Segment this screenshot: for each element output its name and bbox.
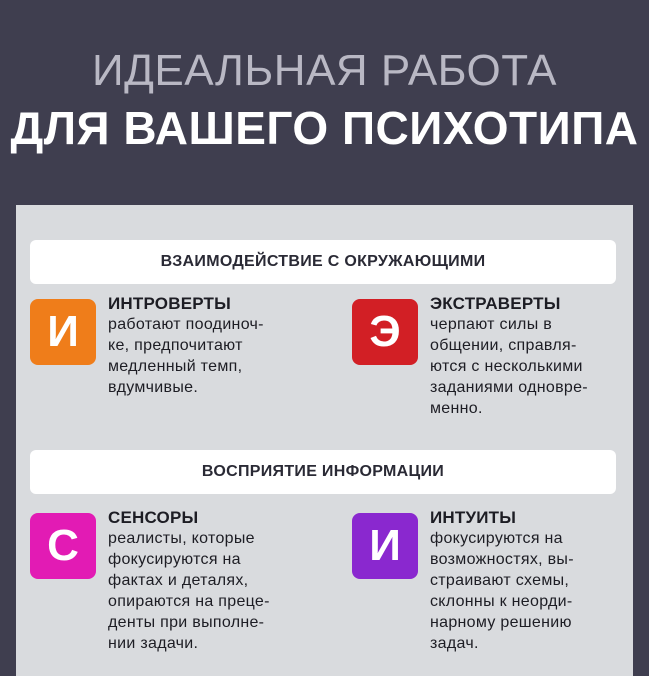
section-heading-interaction: ВЗАИМОДЕЙСТВИЕ С ОКРУЖАЮЩИМИ (30, 240, 616, 284)
card-title: ЭКСТРАВЕРТЫ (430, 294, 561, 313)
letter-badge-text: И (47, 307, 79, 356)
card-title: СЕНСОРЫ (108, 508, 199, 527)
section-heading-perception: ВОСПРИЯТИЕ ИНФОРМАЦИИ (30, 450, 616, 494)
card-intuitives (352, 507, 622, 654)
letter-badge-text: С (47, 521, 79, 570)
title-line-1: ИДЕАЛЬНАЯ РАБОТА (91, 46, 558, 95)
letter-badge-intuitives (352, 513, 418, 579)
title-line-2: ДЛЯ ВАШЕГО ПСИХОТИПА (10, 102, 639, 154)
card-description: черпают силы в общении, справля- ются с несколькими заданиями одновре- менно. (430, 316, 588, 417)
card-title: ИНТРОВЕРТЫ (108, 294, 231, 313)
letter-badge-text: Э (369, 307, 401, 356)
page-header (0, 0, 649, 200)
letter-badge-introverts (30, 299, 96, 365)
card-introverts (30, 293, 320, 398)
card-extraverts (352, 293, 622, 419)
letter-badge-extraverts (352, 299, 418, 365)
content-panel (16, 205, 633, 676)
card-description: работают поодиноч- ке, предпочитают медленный темп, вдумчивые. (108, 316, 264, 396)
letter-badge-sensors (30, 513, 96, 579)
letter-badge-text: И (369, 521, 401, 570)
card-sensors (30, 507, 330, 654)
card-description: фокусируются на возможностях, вы- страивают схемы, склонны к неорди- нарному решению задач. (430, 530, 574, 652)
card-title: ИНТУИТЫ (430, 508, 517, 527)
card-description: реалисты, которые фокусируются на фактах и деталях, опираются на преце- денты при выполне- нии задачи. (108, 530, 270, 652)
